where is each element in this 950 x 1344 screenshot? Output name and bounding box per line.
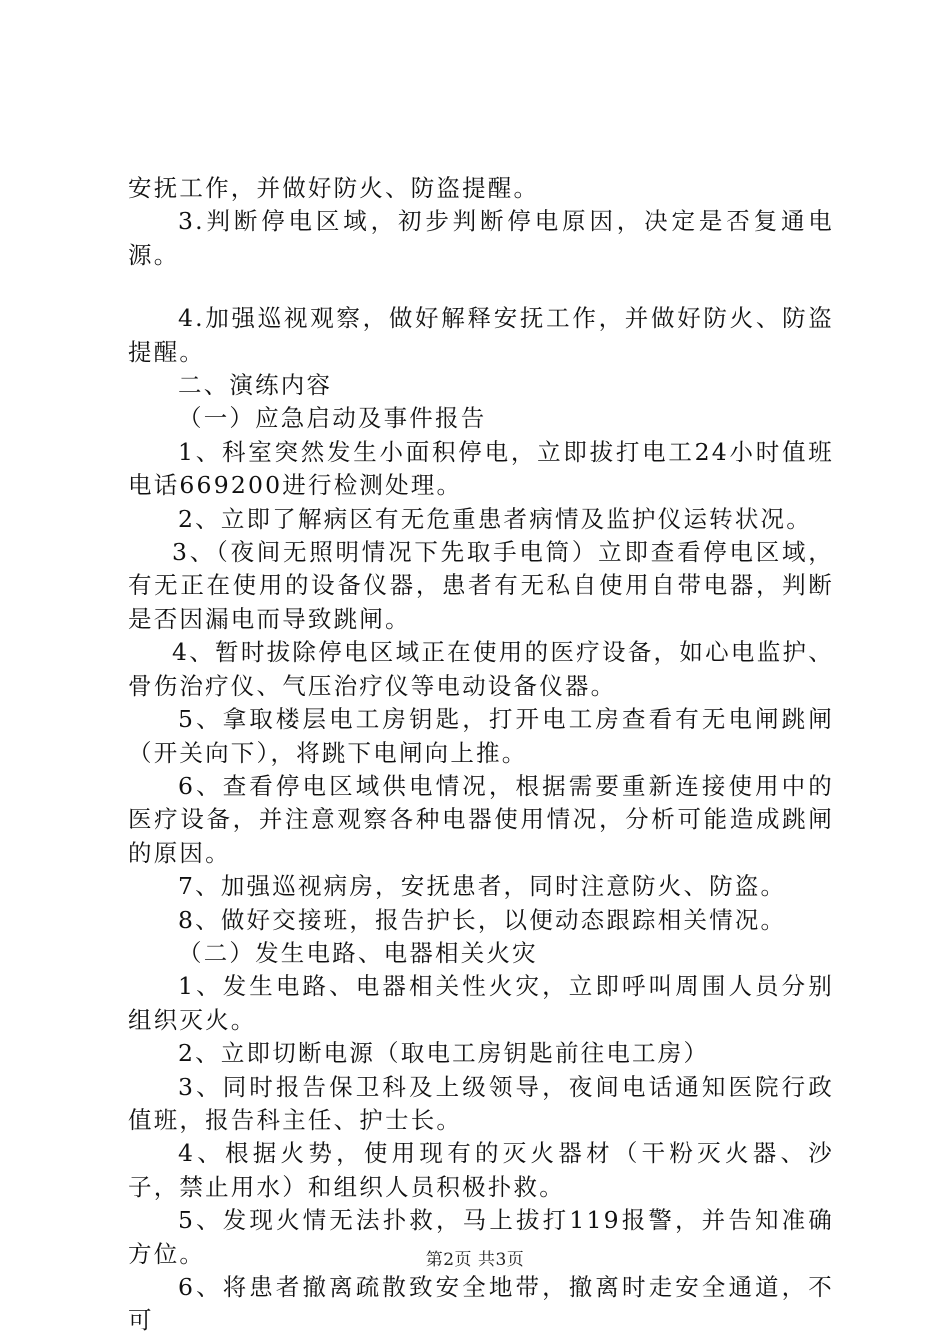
list-item: 3、（夜间无照明情况下先取手电筒）立即查看停电区域，有无正在使用的设备仪器，患者有无私自使用自带电器，判断是否因漏电而导致跳闸。 (128, 538, 834, 633)
list-item: 6、将患者撤离疏散致安全地带，撤离时走安全通道，不可 (128, 1273, 834, 1335)
list-item: 5、发现火情无法扑救，马上拔打119报警，并告知准确方位。 (128, 1206, 834, 1268)
paragraph-item-3: 3.判断停电区域，初步判断停电原因，决定是否复通电源。 (128, 207, 834, 269)
list-item: 4、暂时拔除停电区域正在使用的医疗设备，如心电监护、骨伤治疗仪、气压治疗仪等电动设备仪器。 (128, 638, 834, 700)
list-item: 6、查看停电区域供电情况，根据需要重新连接使用中的医疗设备，并注意观察各种电器使用情况，分析可能造成跳闸的原因。 (128, 771, 834, 867)
section-heading-2: 二、演练内容 (178, 371, 333, 400)
list-item: 7、加强巡视病房，安抚患者，同时注意防火、防盗。 (178, 872, 787, 901)
list-item: 5、拿取楼层电工房钥匙，打开电工房查看有无电闸跳闸（开关向下），将跳下电闸向上推。 (128, 705, 834, 767)
subsection-heading-2: （二）发生电路、电器相关火灾 (178, 938, 538, 967)
list-item: 2、立即切断电源（取电工房钥匙前往电工房） (178, 1039, 710, 1068)
paragraph-continuation: 安抚工作，并做好防火、防盗提醒。 (128, 174, 540, 202)
subsection-heading-1: （一）应急启动及事件报告 (178, 404, 487, 433)
list-item: 4、根据火势，使用现有的灭火器材（干粉灭火器、沙子，禁止用水）和组织人员积极扑救。 (128, 1139, 834, 1201)
list-item: 2、立即了解病区有无危重患者病情及监护仪运转状况。 (178, 504, 812, 533)
list-item: 1、科室突然发生小面积停电，立即拔打电工24小时值班电话669200进行检测处理。 (128, 437, 834, 500)
page-number-footer: 第2页 共3页 (425, 1250, 525, 1270)
list-item: 3、同时报告保卫科及上级领导，夜间电话通知医院行政值班，报告科主任、护士长。 (128, 1072, 834, 1134)
paragraph-item-4: 4.加强巡视观察，做好解释安抚工作，并做好防火、防盗提醒。 (128, 304, 834, 366)
document-body (128, 172, 834, 1338)
list-item: 1、发生电路、电器相关性火灾，立即呼叫周围人员分别组织灭火。 (128, 972, 834, 1034)
list-item: 8、做好交接班，报告护长，以便动态跟踪相关情况。 (178, 905, 787, 934)
